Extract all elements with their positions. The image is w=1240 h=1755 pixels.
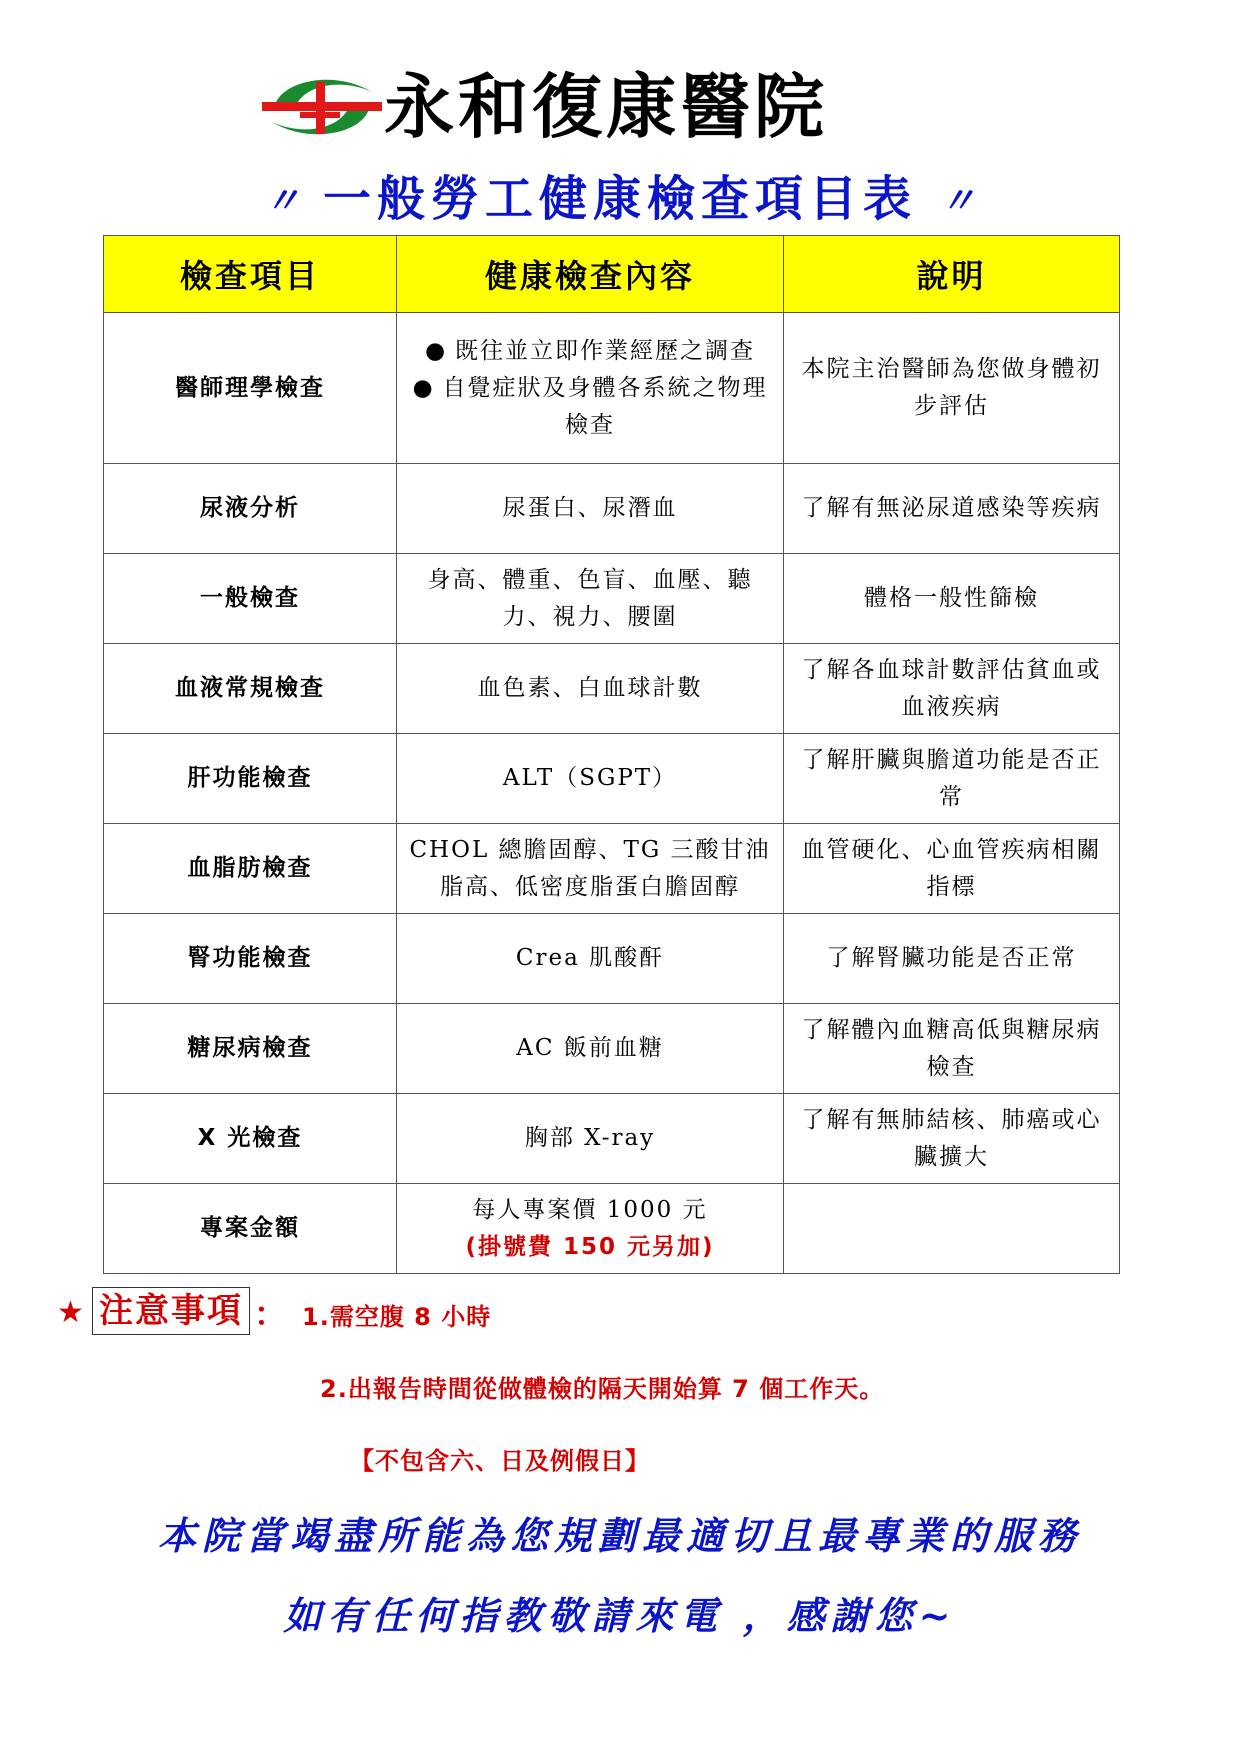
note-item: 2.出報告時間從做體檢的隔天開始算 7 個工作天。 bbox=[320, 1375, 885, 1403]
star-icon: ★ bbox=[57, 1295, 84, 1330]
row-content: 胸部 X-ray bbox=[397, 1094, 784, 1184]
title-quote-close: 〃 bbox=[939, 181, 976, 222]
row-content: 尿蛋白、尿潛血 bbox=[397, 464, 784, 554]
table-row bbox=[104, 313, 1120, 464]
table-row bbox=[104, 644, 1120, 734]
row-item: 血液常規檢查 bbox=[104, 644, 397, 734]
table-row bbox=[104, 1004, 1120, 1094]
table-row bbox=[104, 914, 1120, 1004]
document-header bbox=[0, 60, 1240, 150]
title-text: 一般勞工健康檢查項目表 bbox=[322, 171, 917, 227]
row-item: X 光檢查 bbox=[104, 1094, 397, 1184]
table-row bbox=[104, 1094, 1120, 1184]
row-content bbox=[397, 313, 784, 464]
title-quote-open: 〃 bbox=[264, 181, 301, 222]
closing-line: 本院當竭盡所能為您規劃最適切且最專業的服務 bbox=[157, 1513, 1082, 1558]
row-content: ALT（SGPT） bbox=[397, 734, 784, 824]
exam-items-table bbox=[103, 235, 1120, 1274]
page-title bbox=[0, 166, 1240, 235]
row-item: 血脂肪檢查 bbox=[104, 824, 397, 914]
table-row bbox=[104, 554, 1120, 644]
bullet-icon: ● bbox=[424, 337, 448, 364]
header-content: 健康檢查內容 bbox=[397, 236, 784, 313]
table-header-row bbox=[104, 236, 1120, 313]
table-row bbox=[104, 1184, 1120, 1274]
table-row bbox=[104, 734, 1120, 824]
row-item: 糖尿病檢查 bbox=[104, 1004, 397, 1094]
price-text: 每人專案價 1000 元 bbox=[472, 1196, 708, 1223]
row-desc: 血管硬化、心血管疾病相關指標 bbox=[784, 824, 1120, 914]
notes-colon: ： bbox=[254, 1295, 287, 1333]
row-desc: 了解肝臟與膽道功能是否正常 bbox=[784, 734, 1120, 824]
bullet-text: 自覺症狀及身體各系統之物理檢查 bbox=[442, 374, 768, 438]
row-desc: 了解有無泌尿道感染等疾病 bbox=[784, 464, 1120, 554]
bullet-text: 既往並立即作業經歷之調查 bbox=[455, 337, 756, 364]
row-content: Crea 肌酸酐 bbox=[397, 914, 784, 1004]
row-desc: 本院主治醫師為您做身體初步評估 bbox=[784, 313, 1120, 464]
row-content: 身高、體重、色盲、血壓、聽力、視力、腰圍 bbox=[397, 554, 784, 644]
content-bullet-line bbox=[409, 370, 771, 444]
row-desc bbox=[784, 1184, 1120, 1274]
registration-fee-note: (掛號費 150 元另加) bbox=[465, 1233, 715, 1260]
content-bullet-line bbox=[409, 333, 771, 370]
hospital-logo-icon bbox=[262, 70, 382, 144]
table-row bbox=[104, 464, 1120, 554]
row-desc: 體格一般性篩檢 bbox=[784, 554, 1120, 644]
row-item: 醫師理學檢查 bbox=[104, 313, 397, 464]
row-item: 腎功能檢查 bbox=[104, 914, 397, 1004]
row-item: 肝功能檢查 bbox=[104, 734, 397, 824]
note-item: 【不包含六、日及例假日】 bbox=[350, 1447, 650, 1475]
row-content bbox=[397, 1184, 784, 1274]
note-item: 1.需空腹 8 小時 bbox=[302, 1303, 492, 1331]
row-item: 專案金額 bbox=[104, 1184, 397, 1274]
header-item: 檢查項目 bbox=[104, 236, 397, 313]
row-desc: 了解腎臟功能是否正常 bbox=[784, 914, 1120, 1004]
row-content: AC 飯前血糖 bbox=[397, 1004, 784, 1094]
row-content: CHOL 總膽固醇、TG 三酸甘油脂高、低密度脂蛋白膽固醇 bbox=[397, 824, 784, 914]
row-content: 血色素、白血球計數 bbox=[397, 644, 784, 734]
notes-label: 注意事項 bbox=[92, 1287, 250, 1335]
header-desc: 說明 bbox=[784, 236, 1120, 313]
table-row bbox=[104, 824, 1120, 914]
row-item: 尿液分析 bbox=[104, 464, 397, 554]
closing-line: 如有任何指教敬請來電 ，感謝您~ bbox=[283, 1593, 957, 1638]
hospital-name: 永和復康醫院 bbox=[384, 65, 828, 148]
row-desc: 了解體內血糖高低與糖尿病檢查 bbox=[784, 1004, 1120, 1094]
row-desc: 了解各血球計數評估貧血或血液疾病 bbox=[784, 644, 1120, 734]
bullet-icon: ● bbox=[412, 374, 435, 401]
row-desc: 了解有無肺結核、肺癌或心臟擴大 bbox=[784, 1094, 1120, 1184]
row-item: 一般檢查 bbox=[104, 554, 397, 644]
